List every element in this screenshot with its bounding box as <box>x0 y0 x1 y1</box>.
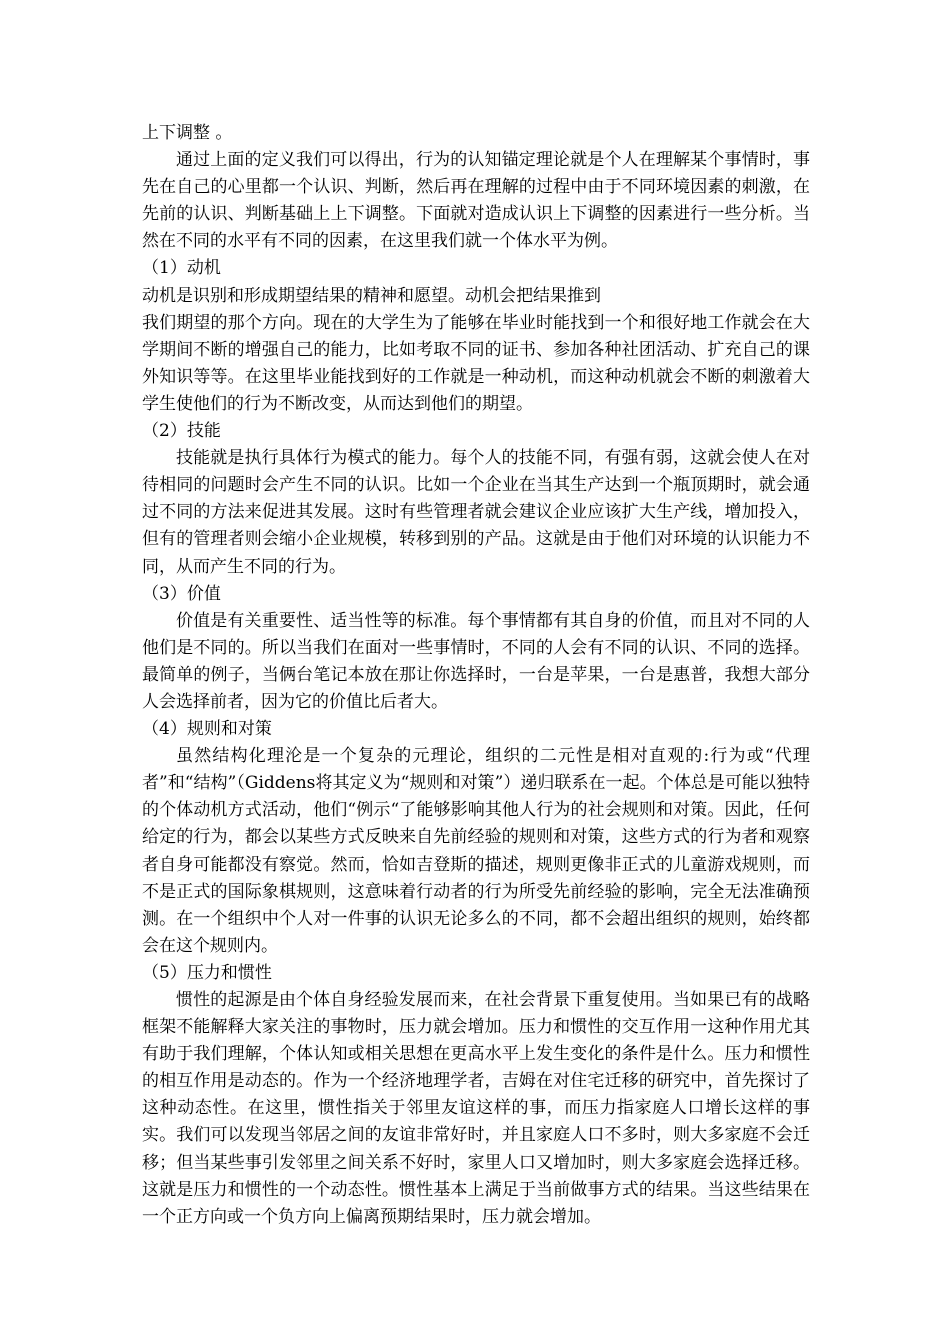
paragraph-skills: 技能就是执行具体行为模式的能力。每个人的技能不同，有强有弱，这就会使人在对待相同的问题时会产生不同的认识。比如一个企业在当其生产达到一个瓶顶期时，就会通过不同的方法来促进其发展。这时有些管理者就会建议企业应该扩大生产线，增加投入，但有的管理者则会缩小企业规模，转移到别的产品。这就是由于他们对环境的认识能力不同，从而产生不同的行为。 <box>142 448 810 577</box>
paragraph-continued: 上下调整 。 <box>142 123 233 143</box>
paragraph-anchoring-intro: 通过上面的定义我们可以得出，行为的认知锚定理论就是个人在理解某个事情时，事先在自己的心里都一个认识、判断，然后再在理解的过程中由于不同环境因素的刺激，在先前的认识、判断基础上上下调整。下面就对造成认识上下调整的因素进行一些分析。当然在不同的水平有不同的因素，在这里我们就一个体水平为例。 <box>142 150 810 252</box>
paragraph-pressure-inertia: 惯性的起源是由个体自身经验发展而来，在社会背景下重复使用。当如果已有的战略框架不能解释大家关注的事物时，压力就会增加。压力和惯性的交互作用一这种作用尤其有助于我们理解，个体认知或相关思想在更高水平上发生变化的条件是什么。压力和惯性的相互作用是动态的。作为一个经济地理学者，吉姆在对住宅迁移的研究中，首先探讨了这种动态性。在这里，惯性指关于邻里友谊这样的事，而压力指家庭人口增长这样的事实。我们可以发现当邻居之间的友谊非常好时，并且家庭人口不多时，则大多家庭不会迁移；但当某些事引发邻里之间关系不好时，家里人口又增加时，则大多家庭会选择迁移。这就是压力和惯性的一个动态性。惯性基本上满足于当前做事方式的结果。当这些结果在一个正方向或一个负方向上偏离预期结果时，压力就会增加。 <box>142 990 810 1227</box>
document-page <box>142 120 810 1231</box>
section-heading-skills: （2）技能 <box>142 421 221 442</box>
paragraph-value: 价值是有关重要性、适当性等的标准。每个事情都有其自身的价值，而且对不同的人他们是不同的。所以当我们在面对一些事情时，不同的人会有不同的认识、不同的选择。最简单的例子，当俩台笔记本放在那让你选择时，一台是苹果，一台是惠普，我想大部分人会选择前者，因为它的价值比后者大。 <box>142 610 810 712</box>
paragraph-rules: 虽然结构化理沦是一个复杂的元理论，组织的二元性是相对直观的:行为或“代理者”和“结构”（Giddens将其定义为“规则和对策”）递归联系在一起。个体总是可能以独特的个体动机方式活动，他们“例示“了能够影响其他人行为的社会规则和对策。因此，任何给定的行为，都会以某些方式反映来自先前经验的规则和对策，这些方式的行为者和观察者自身可能都没有察觉。然而，恰如吉登斯的描述，规则更像非正式的儿童游戏规则，而不是正式的国际象棋规则，这意味着行动者的行为所受先前经验的影响，完全无法准确预测。在一个组织中个人对一件事的认识无论多么的不同，都不会超出组织的规则，始终都会在这个规则内。 <box>142 746 810 956</box>
paragraph-motivation-body: 我们期望的那个方向。现在的大学生为了能够在毕业时能找到一个和很好地工作就会在大学期间不断的增强自己的能力，比如考取不同的证书、参加各种社团活动、扩充自己的课外知识等等。在这里毕业能找到好的工作就是一种动机，而这种动机就会不断的刺激着大学生使他们的行为不断改变，从而达到他们的期望。 <box>142 312 810 414</box>
section-heading-value: （3）价值 <box>142 583 221 604</box>
section-heading-motivation: （1）动机 <box>142 258 221 279</box>
section-heading-pressure-inertia: （5）压力和惯性 <box>142 962 272 983</box>
paragraph-motivation-start: 动机是识别和形成期望结果的精神和愿望。动机会把结果推到 <box>142 285 601 306</box>
section-heading-rules: （4）规则和对策 <box>142 719 272 740</box>
